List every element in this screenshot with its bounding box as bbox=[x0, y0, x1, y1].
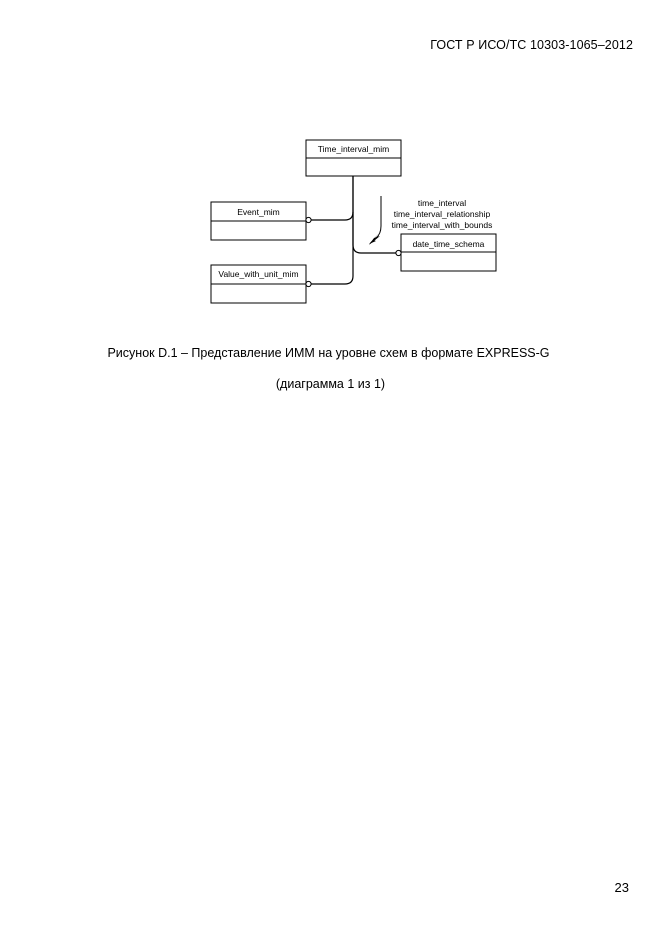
entity-date-time-schema-label: date_time_schema bbox=[412, 239, 485, 249]
document-header: ГОСТ Р ИСО/ТС 10303-1065–2012 bbox=[430, 38, 633, 52]
reference-label-time-interval: time_interval bbox=[417, 198, 467, 208]
value-with-unit-mim-connector-circle bbox=[306, 281, 311, 286]
reference-labels bbox=[392, 198, 493, 230]
page-number: 23 bbox=[614, 880, 629, 895]
reference-arrow bbox=[369, 196, 381, 245]
express-g-diagram bbox=[0, 0, 661, 340]
entity-event-mim-label: Event_mim bbox=[237, 207, 280, 217]
entity-value-with-unit-mim bbox=[211, 265, 306, 303]
reference-label-time-interval-with-bounds: time_interval_with_bounds bbox=[391, 220, 493, 230]
entity-time-interval-mim bbox=[306, 140, 401, 176]
link-to-value-with-unit-mim bbox=[310, 212, 353, 284]
event-mim-connector-circle bbox=[306, 217, 311, 222]
link-to-event-mim bbox=[310, 176, 353, 220]
entity-value-with-unit-mim-label: Value_with_unit_mim bbox=[218, 269, 299, 279]
reference-label-time-interval-relationship: time_interval_relationship bbox=[393, 209, 491, 219]
figure-caption-title: Рисунок D.1 – Представление ИММ на уровне схем в формате EXPRESS-G bbox=[107, 346, 550, 360]
entity-date-time-schema bbox=[401, 234, 496, 271]
entity-event-mim bbox=[211, 202, 306, 240]
figure-caption-subtitle: (диаграмма 1 из 1) bbox=[275, 377, 386, 391]
link-to-date-time-schema bbox=[353, 176, 397, 253]
date-time-schema-connector-circle bbox=[396, 250, 401, 255]
entity-time-interval-mim-label: Time_interval_mim bbox=[317, 144, 390, 154]
connector-lines bbox=[310, 176, 397, 284]
